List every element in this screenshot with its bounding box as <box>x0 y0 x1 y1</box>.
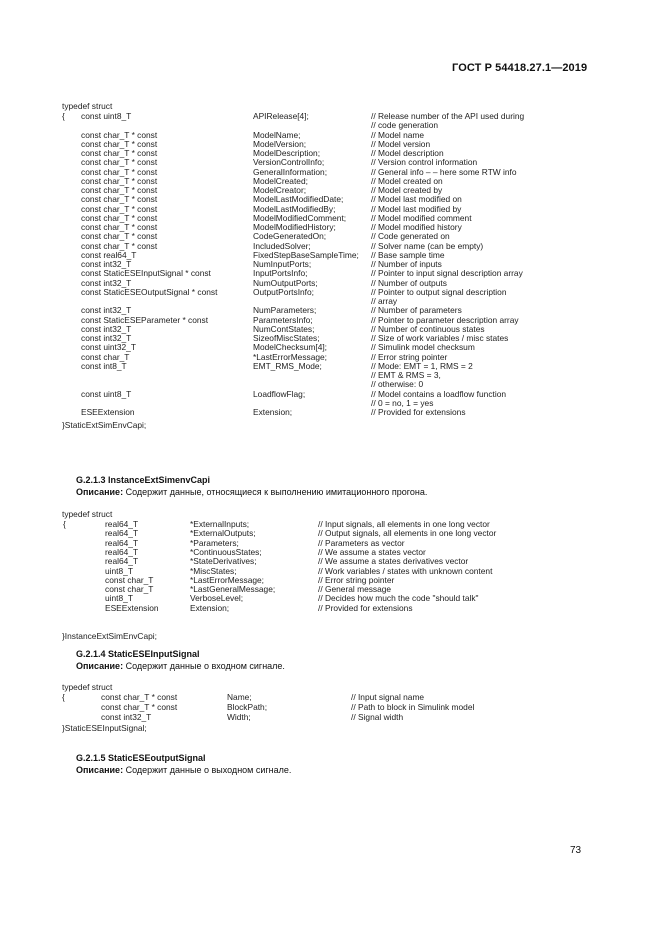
typedef-close-2: }InstanceExtSimEnvCapi; <box>62 631 157 641</box>
code-type: const uint32_T <box>81 342 136 353</box>
code-comment: // Model name <box>371 129 425 140</box>
code-field: ModelLastModifiedBy; <box>253 203 336 214</box>
code-type: uint8_T <box>105 593 133 604</box>
brace-open-2: { <box>63 519 66 529</box>
code-comment: // Number of inputs <box>371 259 442 269</box>
code-type: const char_T * const <box>101 702 178 713</box>
code-type: const int32_T <box>101 712 152 723</box>
section-description-1 <box>76 487 427 497</box>
code-type: const char_T * const <box>81 129 158 140</box>
code-comment: // We assume a states vector <box>318 546 426 557</box>
code-comment: // Model description <box>371 148 444 158</box>
section-title-static-ese-output-signal: G.2.1.5 StaticESEoutputSignal <box>76 753 206 763</box>
code-field: Extension; <box>253 407 293 417</box>
code-field: *MiscStates; <box>190 565 237 576</box>
code-type: const char_T <box>105 574 154 585</box>
typedef-close-1: }StaticExtSimEnvCapi; <box>62 420 147 430</box>
typedef-open-1: typedef struct <box>62 101 113 111</box>
code-comment: // Model version <box>371 138 431 149</box>
code-field: SizeofMiscStates; <box>253 333 320 343</box>
section-description-2 <box>76 661 285 671</box>
code-comment: // Mode: EMT = 1, RMS = 2 <box>371 360 473 371</box>
code-comment: // Model modified comment <box>371 212 472 223</box>
code-field: ModelModifiedHistory; <box>253 222 336 232</box>
typedef-open-3: typedef struct <box>62 682 113 692</box>
code-type: const char_T * const <box>101 692 178 702</box>
code-comment: // We assume a states derivatives vector <box>318 556 469 567</box>
code-comment: // Number of outputs <box>371 277 447 288</box>
code-comment: // otherwise: 0 <box>371 379 424 390</box>
description-label: Описание: <box>76 661 124 671</box>
code-type: real64_T <box>105 537 139 548</box>
code-comment: // Model last modified on <box>371 194 462 205</box>
code-comment: // Pointer to input signal description array <box>371 268 523 279</box>
section-description-3 <box>76 765 291 775</box>
code-type: const char_T <box>105 584 154 595</box>
code-type: const char_T * const <box>81 222 158 232</box>
code-type: const char_T * const <box>81 203 158 214</box>
description-text: Содержит данные о входном сигнале. <box>123 661 285 671</box>
code-type: const int8_T <box>81 360 127 371</box>
code-type: real64_T <box>105 528 139 539</box>
description-label: Описание: <box>76 487 124 497</box>
code-type: const int32_T <box>81 277 132 288</box>
code-comment: // Size of work variables / misc states <box>371 333 509 343</box>
code-comment: // 0 = no, 1 = yes <box>371 397 434 408</box>
description-label: Описание: <box>76 765 124 775</box>
code-type: ESEExtension <box>105 602 159 613</box>
code-type: const real64_T <box>81 249 137 260</box>
code-comment: // Model last modified by <box>371 203 462 214</box>
code-type: real64_T <box>105 546 139 557</box>
brace-open-1: { <box>62 111 65 121</box>
code-field: ModelCreated; <box>253 175 308 186</box>
code-field: ModelLastModifiedDate; <box>253 194 344 205</box>
code-comment: // Number of continuous states <box>371 323 485 334</box>
code-field: BlockPath; <box>227 702 268 713</box>
code-type: const uint8_T <box>81 388 132 399</box>
code-type: const char_T * const <box>81 185 158 195</box>
code-field: VerboseLevel; <box>190 593 244 604</box>
code-field: NumContStates; <box>253 323 315 334</box>
code-comment: // Error string pointer <box>371 351 448 362</box>
code-type: const StaticESEOutputSignal * const <box>81 286 218 297</box>
code-field: OutputPortsInfo; <box>253 286 314 297</box>
code-field: ModelDescription; <box>253 148 321 158</box>
code-field: *Parameters; <box>190 537 239 548</box>
code-type: const StaticESEInputSignal * const <box>81 268 211 279</box>
code-field: *StateDerivatives; <box>190 556 257 567</box>
code-comment: // array <box>371 296 398 306</box>
code-type: ESEExtension <box>81 407 135 417</box>
code-field: VersionControlInfo; <box>253 157 325 168</box>
code-comment: // Release number of the API used during <box>371 111 525 121</box>
code-comment: // Signal width <box>351 712 404 723</box>
code-comment: // Base sample time <box>371 249 445 260</box>
typedef-open-2: typedef struct <box>62 509 113 519</box>
code-field: ModelChecksum[4]; <box>253 342 328 353</box>
code-field: ModelCreator; <box>253 185 307 195</box>
code-type: const char_T * const <box>81 157 158 168</box>
code-type: const char_T * const <box>81 212 158 223</box>
code-type: const char_T * const <box>81 166 158 177</box>
code-comment: // Provided for extensions <box>318 602 413 613</box>
code-field: *LastGeneralMessage; <box>190 584 276 595</box>
code-comment: // Provided for extensions <box>371 407 466 417</box>
code-field: ParametersInfo; <box>253 314 313 325</box>
code-comment: // Model created by <box>371 185 443 195</box>
code-field: ModelName; <box>253 129 301 140</box>
code-field: *ExternalInputs; <box>190 519 250 529</box>
code-type: const char_T * const <box>81 240 158 251</box>
code-type: uint8_T <box>105 565 133 576</box>
code-type: const uint8_T <box>81 111 132 121</box>
code-type: const int32_T <box>81 333 132 343</box>
code-comment: // Model modified history <box>371 222 462 232</box>
code-comment: // Output signals, all elements in one long vector <box>318 528 497 539</box>
code-comment: // General message <box>318 584 392 595</box>
code-comment: // Version control information <box>371 157 478 168</box>
code-comment: // Input signals, all elements in one long vector <box>318 519 490 529</box>
code-field: *LastErrorMessage; <box>253 351 328 362</box>
code-type: const char_T * const <box>81 138 158 149</box>
brace-open-3: { <box>62 692 65 702</box>
code-field: NumParameters; <box>253 305 317 316</box>
code-field: FixedStepBaseSampleTime; <box>253 249 359 260</box>
code-field: CodeGeneratedOn; <box>253 231 327 242</box>
code-type: const int32_T <box>81 259 132 269</box>
code-type: const char_T * const <box>81 175 158 186</box>
code-type: const char_T * const <box>81 148 158 158</box>
description-text: Содержит данные о выходном сигнале. <box>123 765 292 775</box>
typedef-close-3: }StaticESEInputSignal; <box>62 723 147 733</box>
code-comment: // General info – – here some RTW info <box>371 166 517 177</box>
code-comment: // Pointer to parameter description array <box>371 314 519 325</box>
code-field: Name; <box>227 692 252 702</box>
code-comment: // Code generated on <box>371 231 450 242</box>
page-number: 73 <box>570 845 582 856</box>
code-comment: // Error string pointer <box>318 574 395 585</box>
section-title-instance-ext-simenv-capi: G.2.1.3 InstanceExtSimenvCapi <box>76 475 211 485</box>
code-field: GeneralInformation; <box>253 166 328 177</box>
code-type: const int32_T <box>81 305 132 316</box>
code-comment: // Work variables / states with unknown content <box>318 565 493 576</box>
code-comment: // EMT & RMS = 3, <box>371 370 441 380</box>
code-field: *ContinuousStates; <box>190 546 262 557</box>
code-field: Width; <box>227 712 251 723</box>
code-type: const char_T <box>81 351 130 362</box>
code-field: ModelModifiedComment; <box>253 212 347 223</box>
code-field: LoadflowFlag; <box>253 388 306 399</box>
code-field: APIRelease[4]; <box>253 111 309 121</box>
code-comment: // Simulink model checksum <box>371 342 475 353</box>
code-comment: // Decides how much the code "should talk" <box>318 593 479 604</box>
code-field: IncludedSolver; <box>253 240 311 251</box>
section-title-static-ese-input-signal: G.2.1.4 StaticESEInputSignal <box>76 649 200 659</box>
code-field: *ExternalOutputs; <box>190 528 256 539</box>
code-type: const char_T * const <box>81 194 158 205</box>
code-type: const char_T * const <box>81 231 158 242</box>
code-type: const StaticESEParameter * const <box>81 314 209 325</box>
code-comment: // Input signal name <box>351 692 425 702</box>
code-field: NumOutputPorts; <box>253 277 318 288</box>
code-type: real64_T <box>105 556 139 567</box>
code-field: *LastErrorMessage; <box>190 574 265 585</box>
code-type: const int32_T <box>81 323 132 334</box>
document-header: ГОСТ Р 54418.27.1—2019 <box>452 62 588 74</box>
code-comment: // Number of parameters <box>371 305 462 316</box>
code-comment: // Parameters as vector <box>318 537 405 548</box>
code-comment: // Solver name (can be empty) <box>371 240 484 251</box>
code-type: real64_T <box>105 519 139 529</box>
code-comment: // Pointer to output signal description <box>371 286 507 297</box>
code-field: EMT_RMS_Mode; <box>253 360 322 371</box>
code-field: ModelVersion; <box>253 138 307 149</box>
code-field: NumInputPorts; <box>253 259 312 269</box>
code-field: InputPortsInfo; <box>253 268 308 279</box>
code-field: Extension; <box>190 602 230 613</box>
code-comment: // Model contains a loadflow function <box>371 388 507 399</box>
code-comment: // Path to block in Simulink model <box>351 702 475 713</box>
code-comment: // code generation <box>371 120 439 131</box>
code-comment: // Model created on <box>371 175 443 186</box>
description-text: Содержит данные, относящиеся к выполнению имитационного прогона. <box>123 487 428 497</box>
